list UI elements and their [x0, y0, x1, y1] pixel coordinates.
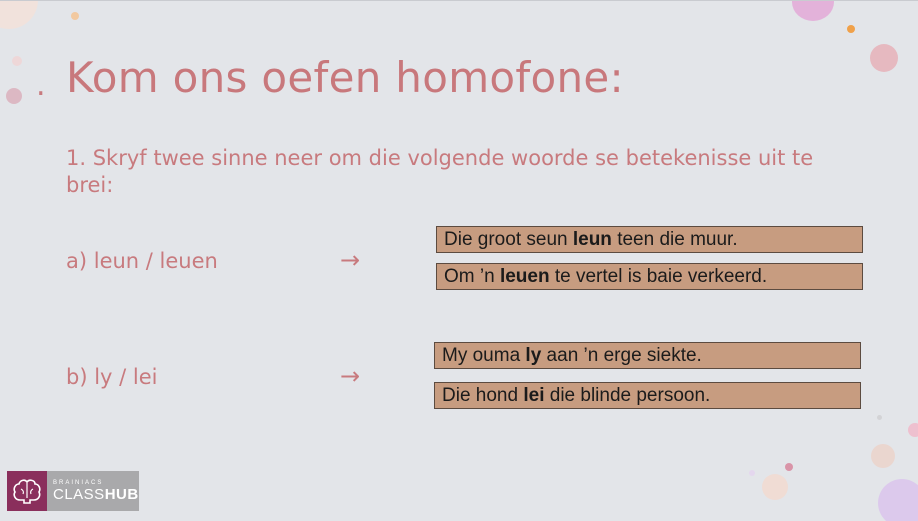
decor-dot [71, 12, 79, 20]
row-label-a: a) leun / leuen [66, 249, 218, 273]
classhub-logo [7, 471, 139, 511]
arrow-icon: → [340, 246, 361, 274]
answer-box: Die hond lei die blinde persoon. [434, 382, 861, 409]
answer-box: Die groot seun leun teen die muur. [436, 226, 863, 253]
decor-dot [762, 474, 788, 500]
decor-dot [6, 88, 22, 104]
answer-box: Om ’n leuen te vertel is baie verkeerd. [436, 263, 863, 290]
decor-dot [0, 0, 38, 29]
logo-big-text: CLASSHUB [53, 485, 139, 503]
decor-dot [871, 444, 895, 468]
row-label-b: b) ly / lei [66, 365, 158, 389]
decor-dot [908, 423, 918, 437]
decor-dot [878, 479, 918, 521]
answer-box: My ouma ly aan ’n erge siekte. [434, 342, 861, 369]
brain-icon [7, 471, 47, 511]
arrow-icon: → [340, 362, 361, 390]
logo-small-text: BRAINIACS [53, 479, 104, 486]
decor-dot [870, 44, 898, 72]
decor-dot [749, 470, 755, 476]
decor-dot [12, 56, 22, 66]
logo-text [53, 480, 139, 503]
decor-dot [792, 0, 834, 21]
decor-dot [877, 415, 882, 420]
slide-title: Kom ons oefen homofone: [66, 53, 625, 102]
decor-dot [785, 463, 793, 471]
title-bullet: . [36, 68, 46, 103]
decor-dot [847, 25, 855, 33]
instruction-text: 1. Skryf twee sinne neer om die volgende woorde se betekenisse uit te brei: [66, 146, 814, 197]
